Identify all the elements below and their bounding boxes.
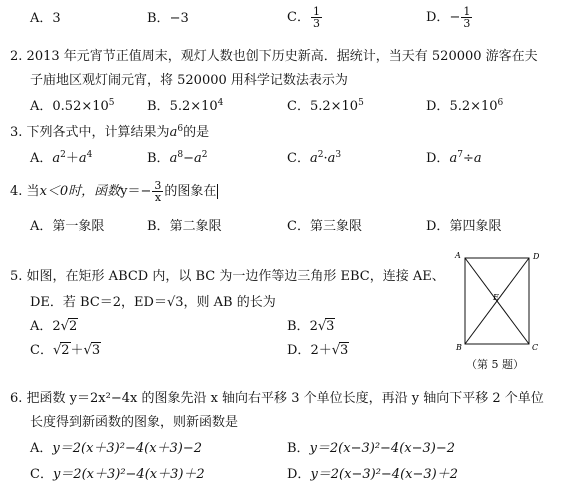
q5-option-b: B．2√3: [287, 319, 335, 334]
q3-option-b: B．$a^8-a^2$: [147, 150, 208, 166]
q5-figure-caption: （第 5 题）: [466, 358, 524, 371]
q1-option-b: B．−3: [147, 11, 189, 26]
q4-option-a: A．第一象限: [30, 219, 105, 234]
point-a-label: A: [455, 251, 461, 260]
q3-option-a: A．$a^2+a^4$: [30, 150, 93, 166]
q1-option-d: D．− $\frac{1}{3}$: [426, 5, 471, 30]
q6-option-a: A．y＝2(x＋3)²−4(x＋3)−2: [30, 441, 203, 456]
q4-option-c: C．第三象限: [287, 219, 362, 234]
q1-c-fraction: $\frac{1}{3}$: [312, 5, 320, 30]
q1-option-a: A．3: [30, 11, 61, 26]
q6-stem-line2: 长度得到新函数的图象，则新函数是: [30, 415, 239, 430]
q2-option-d: D．$5.2\times 10^6$: [426, 98, 504, 114]
q4-fraction: $\frac{3}{x}$: [154, 179, 162, 204]
point-b-label: B: [456, 343, 462, 352]
q5-option-a: A．2√2: [30, 319, 78, 334]
q5-option-c: C．√2＋√3: [30, 343, 101, 358]
q1-option-c: C． $\frac{1}{3}$: [287, 5, 320, 30]
point-c-label: C: [532, 343, 539, 352]
q5-option-d: D．2＋√3: [287, 343, 349, 358]
q4-option-b: B．第二象限: [147, 219, 222, 234]
q3-option-d: D．$a^7\div a$: [426, 150, 482, 166]
q3-stem: 3. 下列各式中，计算结果为$a^6$的是: [10, 124, 210, 140]
q2-stem-line1: 2. 2013 年元宵节正值周末，观灯人数也创下历史新高．据统计，当天有 520000 游客在夫: [10, 49, 538, 64]
q5-stem-line2: DE．若 BC＝2，ED＝√3，则 AB 的长为: [30, 295, 276, 310]
q2-stem-line2: 子庙地区观灯闹元宵，将 520000 用科学记数法表示为: [30, 73, 348, 88]
q1-d-fraction: $\frac{1}{3}$: [463, 5, 471, 30]
q5-stem-line1: 5. 如图，在矩形 ABCD 内，以 BC 为一边作等边三角形 EBC，连接 AE、: [10, 269, 445, 284]
point-d-label: D: [533, 252, 540, 261]
point-e-label: E: [493, 293, 499, 302]
q2-option-a: A．$0.52\times 10^5$: [30, 98, 115, 114]
q4-option-d: D．第四象限: [426, 219, 502, 234]
q3-option-c: C．$a^2\cdot a^3$: [287, 150, 342, 166]
q6-option-c: C．y＝2(x＋3)²−4(x＋3)＋2: [30, 467, 205, 482]
q2-option-c: C．$5.2\times 10^5$: [287, 98, 364, 114]
q2-option-b: B．$5.2\times 10^4$: [147, 98, 224, 114]
q5-figure: [453, 250, 553, 368]
q6-stem-line1: 6. 把函数 y＝2x²−4x 的图象先沿 x 轴向右平移 3 个单位长度，再沿 y 轴向下平移 2 个单位: [10, 391, 544, 406]
q6-option-b: B．y＝2(x−3)²−4(x−3)−2: [287, 441, 455, 456]
q6-option-d: D．y＝2(x−3)²−4(x−3)＋2: [287, 467, 458, 482]
q4-stem: 4. 当x＜0时，函数y＝− $\frac{3}{x}$ 的图象在: [10, 179, 217, 204]
